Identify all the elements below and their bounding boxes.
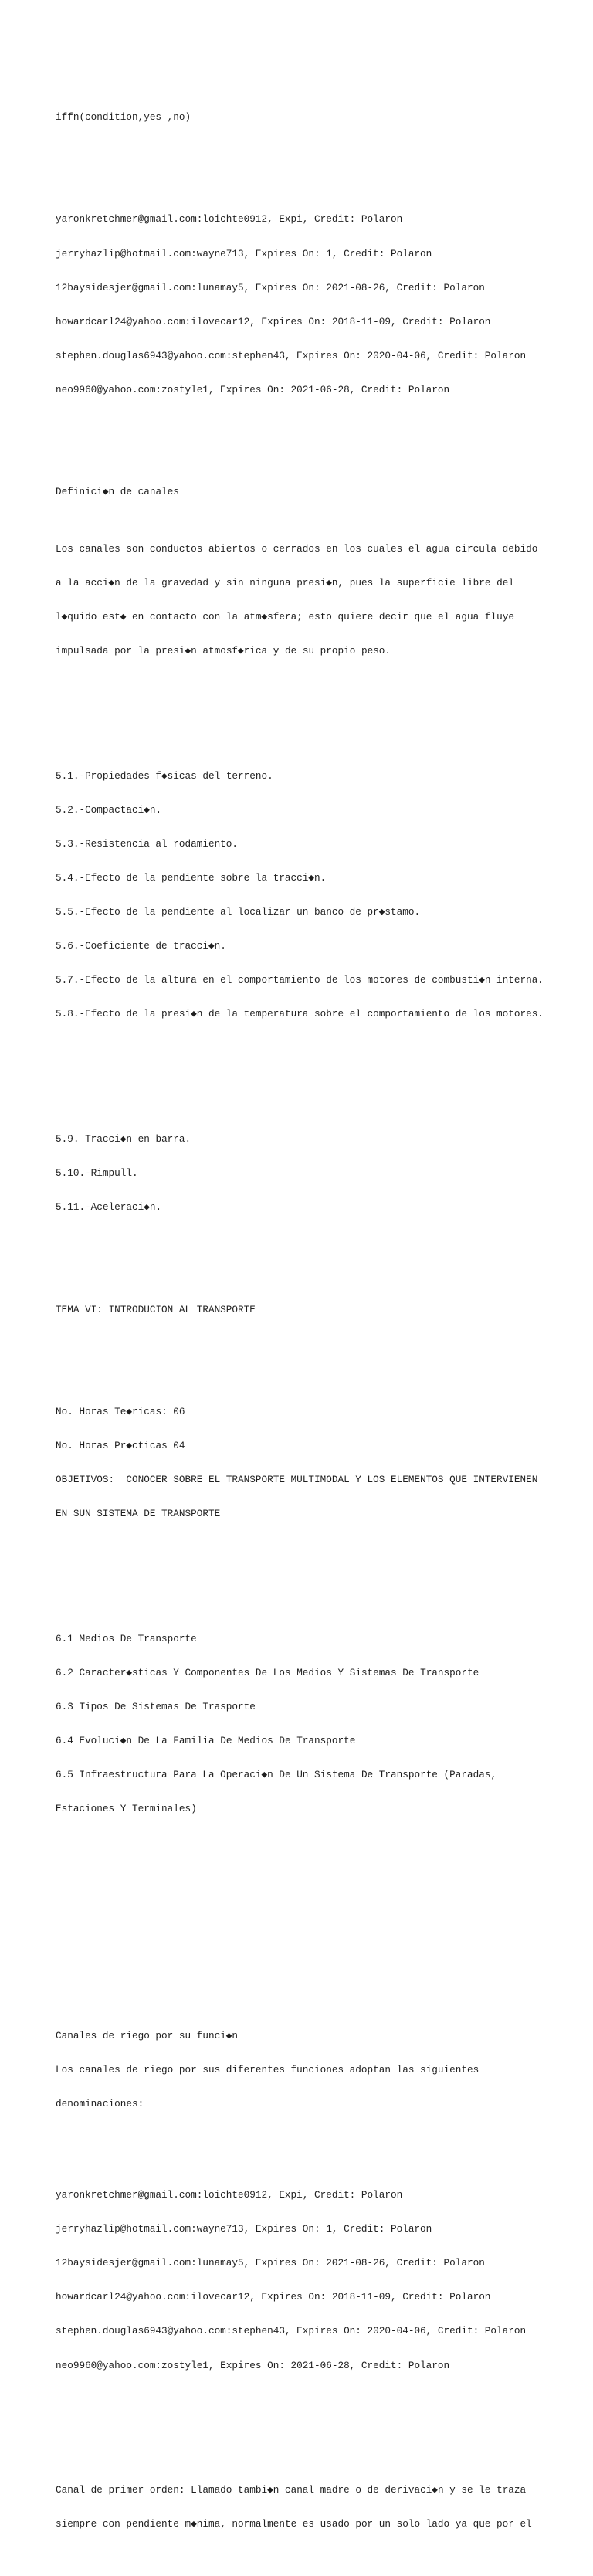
list-item: 6.2 Caracter◆sticas Y Componentes De Los Medios Y Sistemas De Transporte [56, 1666, 479, 1678]
spacer [56, 1963, 550, 1974]
list-item: 5.11.-Aceleraci◆n. [56, 1201, 162, 1213]
list-item: 6.3 Tipos De Sistemas De Trasporte [56, 1700, 256, 1712]
paragraph-line: siempre con pendiente m◆nima, normalmente es usado por un solo lado ya que por el [56, 2518, 532, 2530]
canales-title: Definici◆n de canales [56, 486, 179, 498]
list-item: 5.10.-Rimpull. [56, 1167, 138, 1179]
credentials-block-1 [56, 192, 550, 419]
list-item: 5.1.-Propiedades f◆sicas del terreno. [56, 769, 273, 782]
credential-line: jerryhazlip@hotmail.com:wayne713, Expires On: 1, Credit: Polaron [56, 2223, 432, 2235]
document-page [56, 78, 550, 2576]
objetivos-line: EN SUN SISTEMA DE TRANSPORTE [56, 1508, 221, 1520]
spacer [56, 1566, 550, 1577]
riego-block [56, 2008, 550, 2133]
credential-line: yaronkretchmer@gmail.com:loichte0912, Expi, Credit: Polaron [56, 2189, 403, 2201]
list-item: 5.8.-Efecto de la presi◆n de la temperatura sobre el comportamiento de los motores. [56, 1008, 544, 1020]
list-item: 6.1 Medios De Transporte [56, 1632, 197, 1644]
horas-line: No. Horas Pr◆cticas 04 [56, 1439, 185, 1451]
spacer [56, 702, 550, 714]
primer-orden-block [56, 2462, 550, 2554]
tema-title: TEMA VI: INTRODUCION AL TRANSPORTE [56, 1303, 256, 1315]
spacer [56, 146, 550, 158]
paragraph-line: Los canales son conductos abiertos o cerrados en los cuales el agua circula debido [56, 542, 538, 555]
horas-block [56, 1383, 550, 1543]
horas-line: No. Horas Te◆ricas: 06 [56, 1405, 185, 1417]
canales-paragraph [56, 521, 550, 680]
credential-line: 12baysidesjer@gmail.com:lunamay5, Expires On: 2021-08-26, Credit: Polaron [56, 2257, 485, 2269]
spacer [56, 1066, 550, 1078]
credential-line: jerryhazlip@hotmail.com:wayne713, Expires On: 1, Credit: Polaron [56, 247, 432, 260]
list-item: 6.5 Infraestructura Para La Operaci◆n De Un Sistema De Transporte (Paradas, [56, 1769, 497, 1781]
objetivos-line: OBJETIVOS: CONOCER SOBRE EL TRANSPORTE MULTIMODAL Y LOS ELEMENTOS QUE INTERVIENEN [56, 1473, 538, 1485]
list-item: 5.9. Tracci◆n en barra. [56, 1133, 191, 1145]
credential-line: 12baysidesjer@gmail.com:lunamay5, Expires On: 2021-08-26, Credit: Polaron [56, 281, 485, 294]
list-5b [56, 1112, 550, 1237]
list-6 [56, 1610, 550, 1838]
riego-title: Canales de riego por su funci◆n [56, 2030, 239, 2042]
spacer [56, 1929, 550, 1940]
formula-line: iffn(condition,yes ,no) [56, 111, 191, 124]
credential-line: howardcarl24@yahoo.com:ilovecar12, Expires On: 2018-11-09, Credit: Polaron [56, 315, 491, 328]
list-item: Estaciones Y Terminales) [56, 1803, 197, 1815]
credential-line: stephen.douglas6943@yahoo.com:stephen43, Expires On: 2020-04-06, Credit: Polaron [56, 2325, 527, 2337]
spacer [56, 441, 550, 453]
credential-line: yaronkretchmer@gmail.com:loichte0912, Expi, Credit: Polaron [56, 213, 403, 226]
credential-line: neo9960@yahoo.com:zostyle1, Expires On: 2021-06-28, Credit: Polaron [56, 2359, 450, 2371]
riego-line: Los canales de riego por sus diferentes funciones adoptan las siguientes [56, 2064, 479, 2076]
credential-line: stephen.douglas6943@yahoo.com:stephen43, Expires On: 2020-04-06, Credit: Polaron [56, 349, 527, 361]
paragraph-line: impulsada por la presi◆n atmosf◆rica y de su propio peso. [56, 644, 391, 657]
list-item: 5.2.-Compactaci◆n. [56, 803, 162, 816]
spacer [56, 2417, 550, 2428]
credentials-block-2 [56, 2167, 550, 2394]
list-item: 5.4.-Efecto de la pendiente sobre la tracci◆n. [56, 871, 327, 884]
credential-line: neo9960@yahoo.com:zostyle1, Expires On: 2021-06-28, Credit: Polaron [56, 383, 450, 395]
list-item: 5.3.-Resistencia al rodamiento. [56, 837, 239, 850]
list-5a [56, 748, 550, 1043]
paragraph-line: a la acci◆n de la gravedad y sin ninguna presi◆n, pues la superficie libre del [56, 576, 514, 589]
list-item: 5.6.-Coeficiente de tracci◆n. [56, 940, 226, 952]
list-item: 5.7.-Efecto de la altura en el comportamiento de los motores de combusti◆n interna. [56, 974, 544, 986]
spacer [56, 1259, 550, 1271]
riego-line: denominaciones: [56, 2098, 144, 2110]
list-item: 5.5.-Efecto de la pendiente al localizar un banco de pr◆stamo. [56, 906, 421, 918]
paragraph-line: l◆quido est◆ en contacto con la atm◆sfera; esto quiere decir que el agua fluye [56, 610, 514, 623]
spacer [56, 1895, 550, 1906]
spacer [56, 1339, 550, 1350]
list-item: 6.4 Evoluci◆n De La Familia De Medios De Transporte [56, 1735, 356, 1747]
paragraph-line: Canal de primer orden: Llamado tambi◆n canal madre o de derivaci◆n y se le traza [56, 2484, 527, 2496]
credential-line: howardcarl24@yahoo.com:ilovecar12, Expires On: 2018-11-09, Credit: Polaron [56, 2291, 491, 2303]
spacer [56, 1861, 550, 1872]
